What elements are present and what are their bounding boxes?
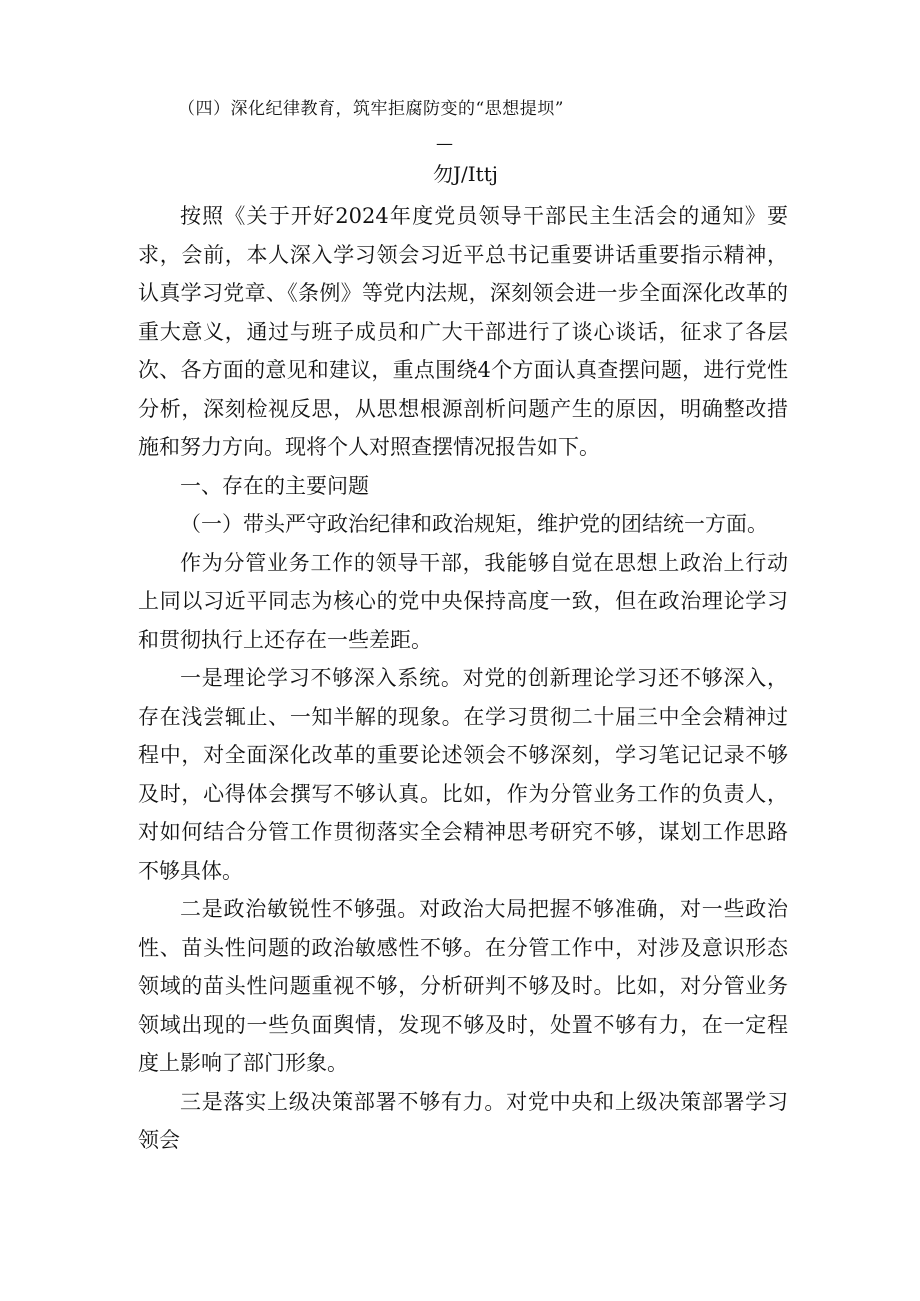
- section-heading-four: （四）深化纪律教育，筑牢拒腐防变的“思想提坝”: [178, 99, 564, 119]
- intro-paragraph: 按照《关于开好2024年度党员领导干部民主生活会的通知》要求，会前，本人深入学习领会习近平总书记重要讲话重要指示精神，认真学习党章、《条例》等党内法规，深刻领会进一步全面深化改革的重大意义，通过与班子成员和广大干部进行了谈心谈话，征求了各层次、各方面的意见和建议，重点围绕4个方面认真查摆问题，进行党性分析，深刻检视反思，从思想根源剖析问题产生的原因，明确整改措施和努力方向。现将个人对照查摆情况报告如下。: [138, 204, 788, 459]
- document-title: 勿J/Ittj: [433, 162, 498, 186]
- paragraph-overview: 作为分管业务工作的领导干部，我能够自觉在思想上政治上行动上同以习近平同志为核心的党中央保持高度一致，但在政治理论学习和贯彻执行上还存在一些差距。: [138, 550, 788, 652]
- section-heading-main-problems: 一、存在的主要问题: [180, 473, 369, 498]
- dash-mark: —: [436, 134, 453, 154]
- document-body: [138, 197, 788, 1160]
- paragraph-point-two: 二是政治敏锐性不够强。对政治大局把握不够准确，对一些政治性、苗头性问题的政治敏感性不够。在分管工作中，对涉及意识形态领域的苗头性问题重视不够，分析研判不够及时。比如，对分管业务领域出现的一些负面舆情，发现不够及时，处置不够有力，在一定程度上影响了部门形象。: [138, 897, 788, 1075]
- paragraph-point-one: 一是理论学习不够深入系统。对党的创新理论学习还不够深入，存在浅尝辄止、一知半解的现象。在学习贯彻二十届三中全会精神过程中，对全面深化改革的重要论述领会不够深刻，学习笔记记录不够及时，心得体会撰写不够认真。比如，作为分管业务工作的负责人，对如何结合分管工作贯彻落实全会精神思考研究不够，谋划工作思路不够具体。: [138, 666, 788, 883]
- paragraph-point-three: 三是落实上级决策部署不够有力。对党中央和上级决策部署学习领会: [138, 1089, 788, 1152]
- sub-heading-political-discipline: （一）带头严守政治纪律和政治规矩，维护党的团结统一方面。: [180, 512, 768, 536]
